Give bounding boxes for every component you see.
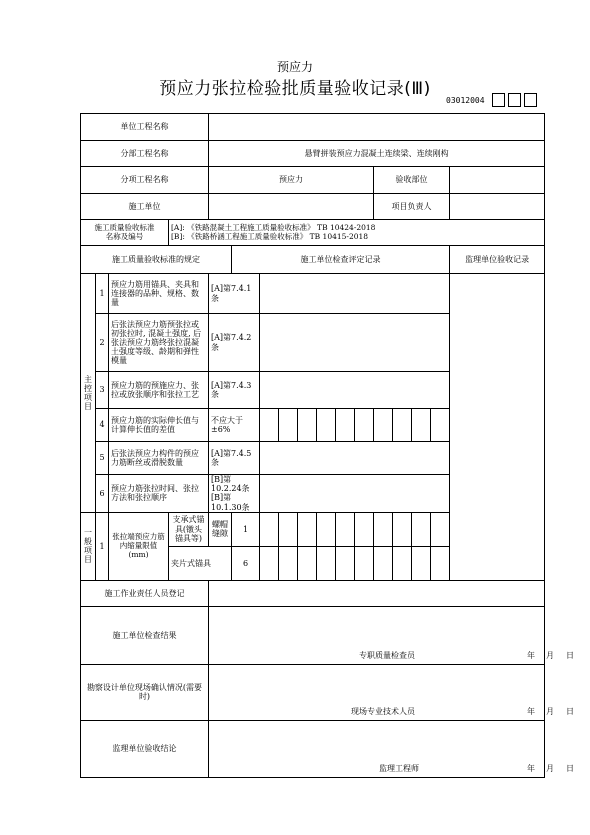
- standard-b: [B]: 《铁路桥涵工程施工质量验收标准》 TB 10415-2018: [171, 231, 369, 241]
- check-cell[interactable]: [355, 546, 374, 580]
- check-cell[interactable]: [393, 512, 412, 546]
- check-cell[interactable]: [431, 546, 450, 580]
- spec-header: 施工质量验收标准的规定: [81, 246, 232, 274]
- check-cell[interactable]: [393, 409, 412, 442]
- contractor-result-field[interactable]: [209, 606, 574, 664]
- document-subtitle: 预应力: [276, 60, 313, 74]
- project-manager-field[interactable]: [450, 194, 545, 220]
- item-no: 1: [96, 274, 109, 314]
- month-label: 月: [546, 763, 554, 773]
- item-no: 3: [96, 372, 109, 409]
- item-desc: 预应力筋张拉时间、张拉方法和张拉顺序: [109, 475, 209, 513]
- item-desc: 后张法预应力构件的预应力筋断丝或滑脱数量: [109, 442, 209, 475]
- check-cell[interactable]: [317, 512, 336, 546]
- unit-project-label: 单位工程名称: [81, 114, 209, 141]
- quality-inspector-label: 专职质量检查员: [359, 650, 415, 660]
- subitem-field[interactable]: 预应力: [209, 167, 374, 194]
- acceptance-part-label: 验收部位: [374, 167, 450, 194]
- check-cell[interactable]: [260, 409, 279, 442]
- check-field[interactable]: [260, 372, 450, 409]
- item-no: 5: [96, 442, 109, 475]
- year-label: 年: [527, 706, 535, 716]
- check-field[interactable]: [260, 475, 450, 513]
- division-field[interactable]: 悬臂拼装预应力混凝土连续梁、连续刚构: [209, 141, 545, 167]
- code-box-3[interactable]: [524, 93, 537, 107]
- contractor-field[interactable]: [209, 194, 374, 220]
- supervising-engineer-label: 监理工程师: [379, 763, 419, 773]
- item-ref-line-2: [B]第10.1.30条: [211, 493, 250, 512]
- acceptance-part-field[interactable]: [450, 167, 545, 194]
- item-ref: [A]第7.4.3条: [209, 372, 260, 409]
- unit-project-field[interactable]: [209, 114, 545, 141]
- item-no: 2: [96, 314, 109, 372]
- item-desc: 预应力筋用锚具、夹具和连接器的品种、规格、数量: [109, 274, 209, 314]
- check-cell[interactable]: [355, 512, 374, 546]
- support-anchor-limit: 1: [232, 512, 260, 546]
- standard-label-line-2: 名称及编号: [105, 231, 144, 241]
- check-cell[interactable]: [336, 409, 355, 442]
- check-cell[interactable]: [412, 409, 431, 442]
- check-cell[interactable]: [374, 409, 393, 442]
- check-cell[interactable]: [336, 546, 355, 580]
- check-cell[interactable]: [374, 546, 393, 580]
- check-cell[interactable]: [279, 546, 298, 580]
- clip-anchor-label: 夹片式锚具: [169, 546, 232, 580]
- day-label: 日: [566, 650, 574, 660]
- supervisor-conclusion-label: 监理单位验收结论: [81, 720, 209, 777]
- month-label: 月: [546, 706, 554, 716]
- item-no: 4: [96, 409, 109, 442]
- item-desc: 预应力筋的实际伸长值与计算伸长值的差值: [109, 409, 209, 442]
- check-cell[interactable]: [336, 512, 355, 546]
- nut-gap-label: 螺帽缝隙: [209, 512, 232, 546]
- code-box-1[interactable]: [492, 93, 505, 107]
- general-label: 一般项目: [81, 512, 96, 580]
- design-confirmation-label: 勘察设计单位现场确认情况(需要时): [81, 664, 209, 720]
- check-cell[interactable]: [279, 512, 298, 546]
- check-field[interactable]: [260, 314, 450, 372]
- standard-value: [169, 220, 545, 246]
- inspection-form-table: [80, 113, 574, 778]
- check-field[interactable]: [260, 274, 450, 314]
- main-control-label: 主控项目: [81, 274, 96, 513]
- worker-registration-field[interactable]: [209, 580, 545, 606]
- clip-anchor-limit: 6: [232, 546, 260, 580]
- form-code: 03012004: [446, 96, 485, 105]
- subitem-label: 分项工程名称: [81, 167, 209, 194]
- day-label: 日: [566, 706, 574, 716]
- day-label: 日: [566, 763, 574, 773]
- general-item-no: 1: [96, 512, 109, 580]
- check-cell[interactable]: [298, 546, 317, 580]
- worker-registration-label: 施工作业责任人员登记: [81, 580, 209, 606]
- contractor-result-label: 施工单位检查结果: [81, 606, 209, 664]
- check-cell[interactable]: [393, 546, 412, 580]
- item-ref: [A]第7.4.2条: [209, 314, 260, 372]
- item-ref: 不应大于±6%: [209, 409, 260, 442]
- item-ref-line-1: [B]第10.2.24条: [211, 475, 250, 494]
- code-box-2[interactable]: [508, 93, 521, 107]
- item-no: 6: [96, 475, 109, 513]
- design-confirmation-field[interactable]: [209, 664, 574, 720]
- check-cell[interactable]: [355, 409, 374, 442]
- main-item-row: [81, 274, 545, 314]
- supervisor-check-header: 监理单位验收记录: [450, 246, 545, 274]
- check-cell[interactable]: [412, 512, 431, 546]
- check-cell[interactable]: [317, 546, 336, 580]
- check-cell[interactable]: [279, 409, 298, 442]
- check-cell[interactable]: [431, 409, 450, 442]
- check-cell[interactable]: [431, 512, 450, 546]
- item-ref: [209, 475, 260, 513]
- item-ref: [A]第7.4.1条: [209, 274, 260, 314]
- check-cell[interactable]: [412, 546, 431, 580]
- standard-label: [81, 220, 169, 246]
- check-cell[interactable]: [260, 546, 279, 580]
- item-ref: [A]第7.4.5条: [209, 442, 260, 475]
- support-anchor-label: 支承式锚具(镦头锚具等): [169, 512, 209, 546]
- check-cell[interactable]: [374, 512, 393, 546]
- item-desc: 预应力筋的预施应力、张拉或放张顺序和张拉工艺: [109, 372, 209, 409]
- year-label: 年: [527, 763, 535, 773]
- supervisor-conclusion-field[interactable]: [209, 720, 574, 777]
- supervisor-record-field[interactable]: [450, 274, 545, 581]
- document-title: 预应力张拉检验批质量验收记录(Ⅲ): [159, 79, 431, 99]
- check-field[interactable]: [260, 442, 450, 475]
- contractor-check-header: 施工单位检查评定记录: [232, 246, 450, 274]
- standard-a: [A]: 《铁路混凝土工程施工质量验收标准》 TB 10424-2018: [171, 222, 376, 232]
- check-cell[interactable]: [298, 512, 317, 546]
- year-label: 年: [527, 650, 535, 660]
- standard-label-line-1: 施工质量验收标准: [94, 222, 155, 232]
- contractor-label: 施工单位: [81, 194, 209, 220]
- project-manager-label: 项目负责人: [374, 194, 450, 220]
- item-desc: 后张法预应力筋预张拉或初张拉时, 混凝土强度, 后张法预应力筋终张拉混凝土强度等级、龄期和弹性模量: [109, 314, 209, 372]
- check-cell[interactable]: [260, 512, 279, 546]
- check-cell[interactable]: [298, 409, 317, 442]
- month-label: 月: [546, 650, 554, 660]
- site-technician-label: 现场专业技术人员: [351, 706, 415, 716]
- division-label: 分部工程名称: [81, 141, 209, 167]
- check-cell[interactable]: [317, 409, 336, 442]
- general-group-label: 张拉端预应力筋内缩量限值(mm): [109, 512, 169, 580]
